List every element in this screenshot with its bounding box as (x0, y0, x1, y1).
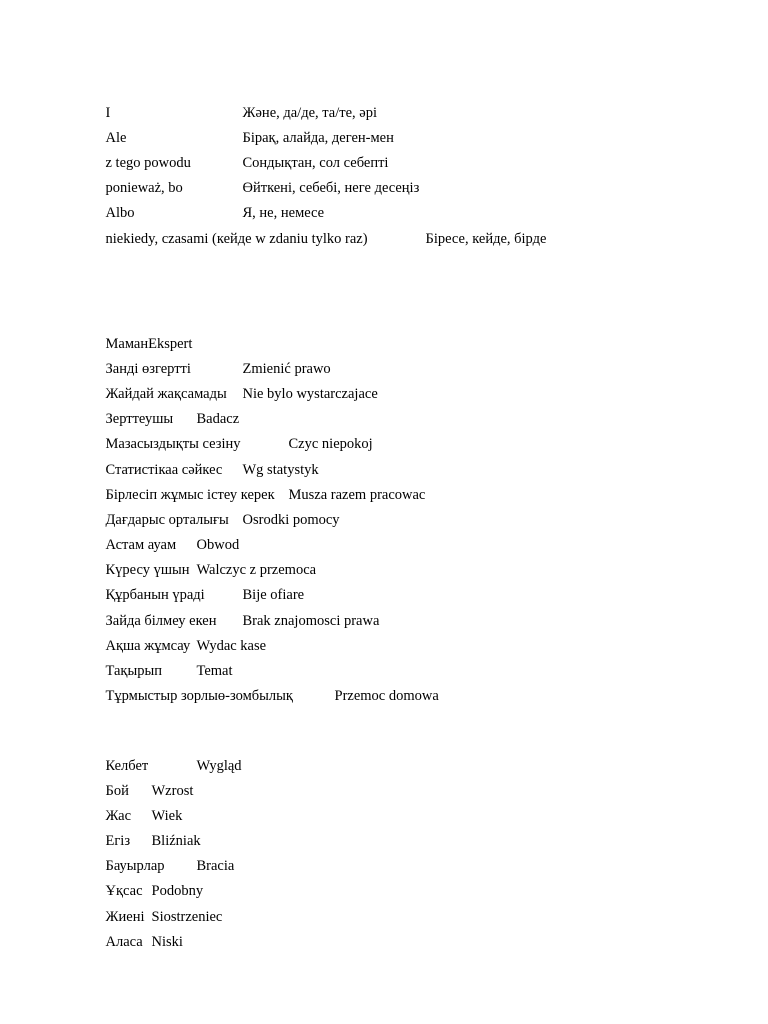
vocab-term-right: Czyc niepokoj (288, 436, 373, 452)
vocab-row (91, 212, 546, 266)
vocab-term-right: Musza razem pracowac (288, 487, 426, 503)
vocab-term-left: Жайдай жақсамады (105, 386, 227, 402)
vocab-term-left: Дағдарыс орталығы (105, 512, 229, 528)
vocab-term-right: Bliźniak (151, 833, 201, 849)
vocab-term-left: Күресу үшын (105, 562, 190, 578)
vocab-term-right: Bracia (196, 858, 235, 874)
vocab-term-right: Wydac kase (196, 638, 267, 654)
vocab-term-left: Тұрмыстыр зорлыө-зомбылық (105, 688, 293, 704)
vocab-term-left: Бауырлар (105, 858, 165, 874)
vocab-term-left: Егіз (105, 833, 131, 849)
vocab-term-left: z tego powodu (105, 155, 191, 171)
vocab-row (91, 915, 183, 969)
vocab-term-right: Біресе, кейде, бірде (425, 231, 547, 247)
vocab-term-left: Статистікаа сәйкес (105, 462, 223, 478)
vocab-term-left: Мазасыздықты сезіну (105, 436, 241, 452)
vocab-row (91, 669, 439, 723)
vocab-term-left: Жас (105, 808, 132, 824)
vocab-term-left: Бой (105, 783, 129, 799)
vocab-term-right: Ekspert (148, 336, 193, 352)
vocab-term-right: Және, да/де, та/те, әрі (242, 105, 377, 121)
vocab-term-left: Ұқсас (105, 883, 143, 899)
vocab-term-left: Зайда білмеу екен (105, 613, 217, 629)
vocab-term-left: niekiedy, czasami (кейде w zdaniu tylko raz) (105, 231, 368, 247)
vocab-term-left: I (105, 105, 111, 121)
vocab-term-right: Я, не, немесе (242, 205, 325, 221)
vocab-term-left: ponieważ, bo (105, 180, 183, 196)
vocab-term-right: Сондықтан, сол себепті (242, 155, 389, 171)
vocab-term-left: Жиені (105, 909, 145, 925)
vocab-term-left: Ақша жұмсау (105, 638, 191, 654)
vocab-term-left: Бірлесіп жұмыс істеу керек (105, 487, 275, 503)
vocab-term-right: Walczyc z przemoca (196, 562, 317, 578)
vocab-term-left: Маман (105, 336, 149, 352)
vocab-term-right: Bije ofiare (242, 587, 305, 603)
vocab-term-right: Бірақ, алайда, деген-мен (242, 130, 394, 146)
vocab-term-right: Wiek (151, 808, 183, 824)
vocab-term-right: Өйткені, себебі, неге десеңіз (242, 180, 420, 196)
vocab-term-right: Osrodki pomocy (242, 512, 340, 528)
vocab-term-right: Temat (196, 663, 233, 679)
vocab-term-right: Badacz (196, 411, 240, 427)
vocab-term-right: Przemoc domowa (334, 688, 439, 704)
vocab-term-left: Занді өзгертті (105, 361, 191, 377)
vocab-term-left: Ale (105, 130, 127, 146)
vocab-term-right: Siostrzeniec (151, 909, 223, 925)
vocab-term-right: Wygląd (196, 758, 242, 774)
vocab-term-right: Podobny (151, 883, 204, 899)
vocab-term-left: Albo (105, 205, 135, 221)
vocab-term-right: Wzrost (151, 783, 194, 799)
vocab-term-right: Nie bylo wystarczajace (242, 386, 378, 402)
vocab-term-left: Зерттеушы (105, 411, 174, 427)
vocab-term-right: Zmienić prawo (242, 361, 331, 377)
vocab-term-right: Obwod (196, 537, 240, 553)
vocab-term-left: Келбет (105, 758, 149, 774)
vocab-term-left: Астам ауам (105, 537, 177, 553)
vocab-term-right: Niski (151, 934, 183, 950)
vocab-term-left: Аласа (105, 934, 143, 950)
vocab-term-left: Құрбанын үраді (105, 587, 205, 603)
vocab-term-right: Brak znajomosci prawa (242, 613, 380, 629)
vocab-term-right: Wg statystyk (242, 462, 319, 478)
vocab-term-left: Тақырып (105, 663, 162, 679)
